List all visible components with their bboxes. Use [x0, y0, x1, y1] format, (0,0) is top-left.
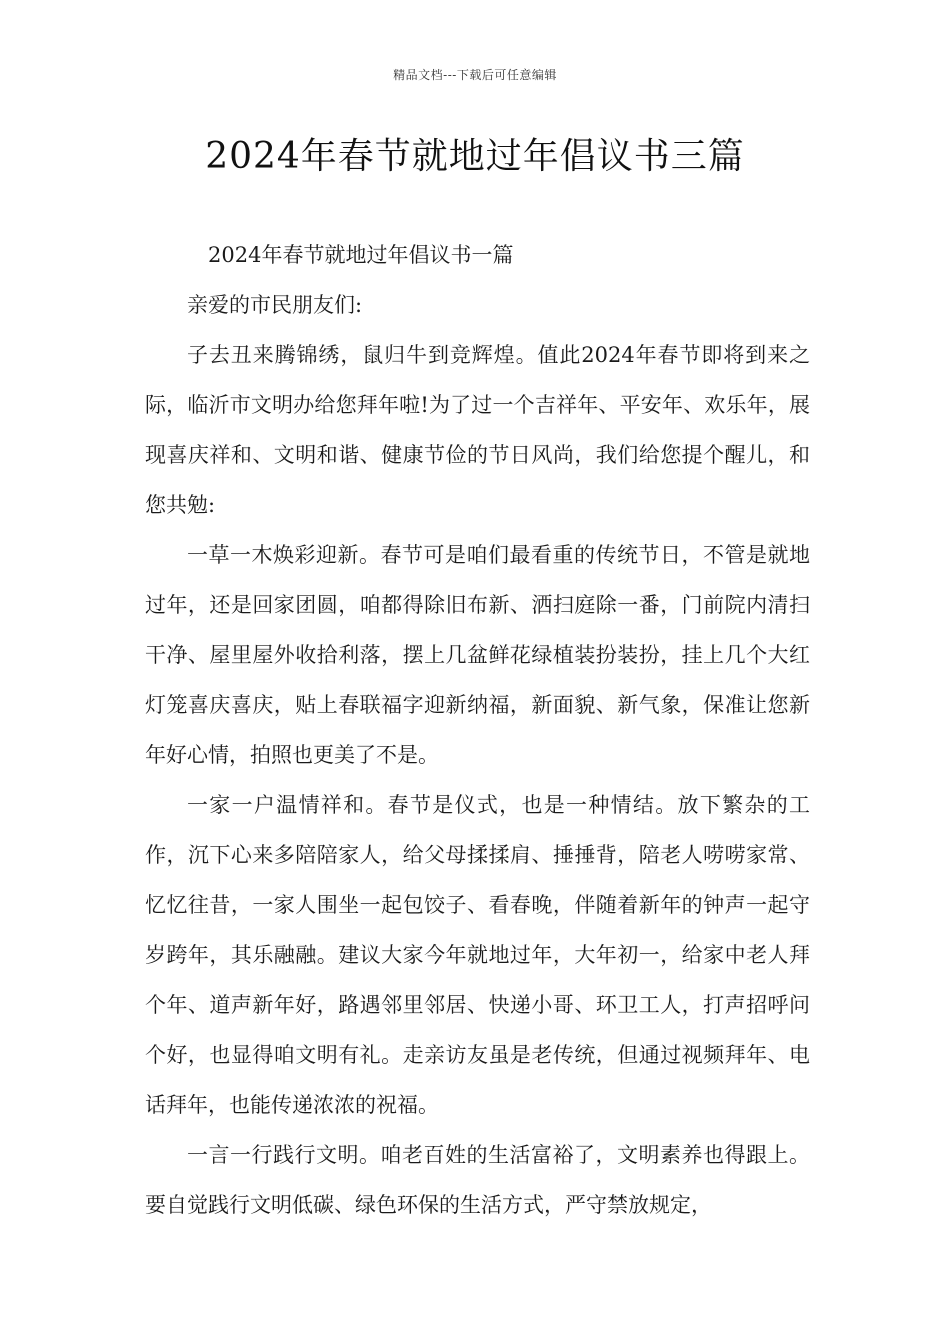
- header-note: 精品文档---下载后可任意编辑: [393, 68, 557, 82]
- section-subtitle: 2024年春节就地过年倡议书一篇: [208, 243, 514, 267]
- paragraph-intro: 子去丑来腾锦绣，鼠归牛到竞辉煌。值此2024年春节即将到来之际，临沂市文明办给您拜年啦!为了过一个吉祥年、平安年、欢乐年，展现喜庆祥和、文明和谐、健康节俭的节日风尚，我们给您提个醒儿，和您共勉:: [145, 343, 810, 517]
- paragraph-family: 一家一户温情祥和。春节是仪式，也是一种情结。放下繁杂的工作，沉下心来多陪陪家人，给父母揉揉肩、捶捶背，陪老人唠唠家常、忆忆往昔，一家人围坐一起包饺子、看春晚，伴随着新年的钟声一起守岁跨年，其乐融融。建议大家今年就地过年，大年初一，给家中老人拜个年、道声新年好，路遇邻里邻居、快递小哥、环卫工人，打声招呼问个好，也显得咱文明有礼。走亲访友虽是老传统，但通过视频拜年、电话拜年，也能传递浓浓的祝福。: [145, 793, 810, 1117]
- paragraph-civility: 一言一行践行文明。咱老百姓的生活富裕了，文明素养也得跟上。要自觉践行文明低碳、绿色环保的生活方式，严守禁放规定，: [145, 1143, 810, 1217]
- document-title: 2024年春节就地过年倡议书三篇: [205, 136, 745, 177]
- greeting: 亲爱的市民朋友们:: [187, 293, 363, 317]
- paragraph-cleaning: 一草一木焕彩迎新。春节可是咱们最看重的传统节日，不管是就地过年，还是回家团圆，咱都得除旧布新、洒扫庭除一番，门前院内清扫干净、屋里屋外收拾利落，摆上几盆鲜花绿植装扮装扮，挂上几个大红灯笼喜庆喜庆，贴上春联福字迎新纳福，新面貌、新气象，保准让您新年好心情，拍照也更美了不是。: [145, 543, 810, 767]
- document-body: [145, 230, 810, 1230]
